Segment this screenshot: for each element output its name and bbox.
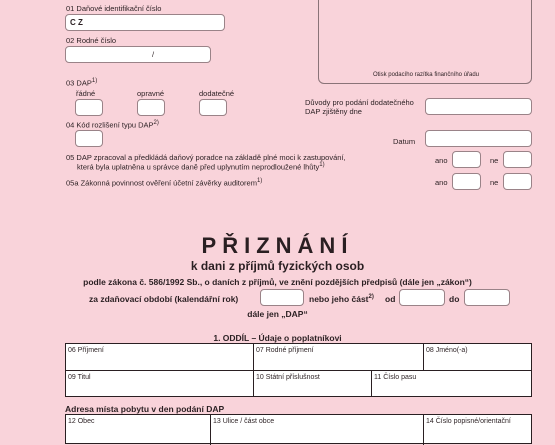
taxpayer-table xyxy=(65,343,532,397)
field-05a-label: 05a Zákonná povinnost ověření účetní závěrky auditorem$^{1)}$ xyxy=(66,178,263,188)
law-reference: podle zákona č. 586/1992 Sb., o daních z příjmů, ve znění pozdějších předpisů (dále jen „zákon“) xyxy=(83,277,472,287)
reasons-label: Důvody pro podání dodatečného DAP zjištěny dne xyxy=(305,98,414,116)
period-prefix: za zdaňovací období (kalendářní rok) xyxy=(89,294,239,304)
stamp-caption: Otisk podacího razítka finančního úřadu xyxy=(372,72,480,78)
dic-input[interactable] xyxy=(65,14,225,31)
dap-corrective-box[interactable] xyxy=(137,99,165,116)
birth-surname-field[interactable]: 07 Rodné příjmení xyxy=(256,347,314,354)
dap-abbrev: dále jen „DAP“ xyxy=(247,309,308,319)
f05a-yes-box[interactable] xyxy=(452,173,481,190)
dap-option-additional-label: dodatečné xyxy=(199,89,235,98)
form-title: PŘIZNÁNÍ xyxy=(201,233,354,258)
section1-title: 1. ODDÍL – Údaje o poplatníkovi xyxy=(213,333,342,343)
dap-additional-box[interactable] xyxy=(199,99,227,116)
field-01-label: 01 Daňové identifikační číslo xyxy=(66,4,162,13)
f05a-no-box[interactable] xyxy=(503,173,532,190)
period-to-label: do xyxy=(449,294,460,304)
dap-option-regular-label: řádné xyxy=(76,89,96,98)
field-02-label: 02 Rodné číslo xyxy=(66,36,117,45)
period-to-input[interactable] xyxy=(464,289,510,306)
house-number-field[interactable]: 14 Číslo popisné/orientační xyxy=(426,418,511,425)
form-subtitle: k dani z příjmů fyzických osob xyxy=(190,259,365,273)
field-04-label: 04 Kód rozlišení typu DAP$^{2)}$ xyxy=(66,120,159,130)
period-from-input[interactable] xyxy=(399,289,445,306)
reasons-date-input[interactable] xyxy=(425,98,532,115)
tax-office-stamp-area xyxy=(318,0,532,84)
field-03-label: 03 DAP$^{1)}$ xyxy=(66,78,98,88)
f05a-no-label: ne xyxy=(490,178,499,187)
f05-no-label: ne xyxy=(490,156,499,165)
period-mid: nebo jeho část$^{2)}$ xyxy=(309,294,374,304)
title-field[interactable]: 09 Titul xyxy=(68,374,91,381)
city-field[interactable]: 12 Obec xyxy=(68,418,95,425)
citizenship-field[interactable]: 10 Státní příslušnost xyxy=(256,374,320,381)
field-05-label: 05 DAP zpracoval a předkládá daňový poradce na základě plné moci k zastupování, která byla uplatněna u správce daně před uplynutím neprodloužené lhůty$^{1)}$ xyxy=(66,153,346,172)
address-section-title: Adresa místa pobytu v den podání DAP xyxy=(65,404,225,414)
dic-prefix: C Z xyxy=(70,18,83,27)
date-input[interactable] xyxy=(425,130,532,147)
f05a-yes-label: ano xyxy=(435,178,448,187)
passport-number-field[interactable]: 11 Číslo pasu xyxy=(374,374,417,381)
street-field[interactable]: 13 Ulice / část obce xyxy=(213,418,275,425)
surname-field[interactable]: 06 Příjmení xyxy=(68,347,104,354)
dap-option-corrective-label: opravné xyxy=(137,89,165,98)
period-from-label: od xyxy=(385,294,396,304)
dap-type-code-box[interactable] xyxy=(75,130,103,147)
first-name-field[interactable]: 08 Jméno(-a) xyxy=(426,347,468,354)
birth-number-separator: / xyxy=(152,50,155,59)
f05-yes-label: ano xyxy=(435,156,448,165)
dap-regular-box[interactable] xyxy=(75,99,103,116)
address-table xyxy=(65,414,532,444)
date-label: Datum xyxy=(393,137,416,146)
f05-yes-box[interactable] xyxy=(452,151,481,168)
birth-number-input[interactable] xyxy=(65,46,211,63)
tax-year-input[interactable] xyxy=(260,289,304,306)
f05-no-box[interactable] xyxy=(503,151,532,168)
